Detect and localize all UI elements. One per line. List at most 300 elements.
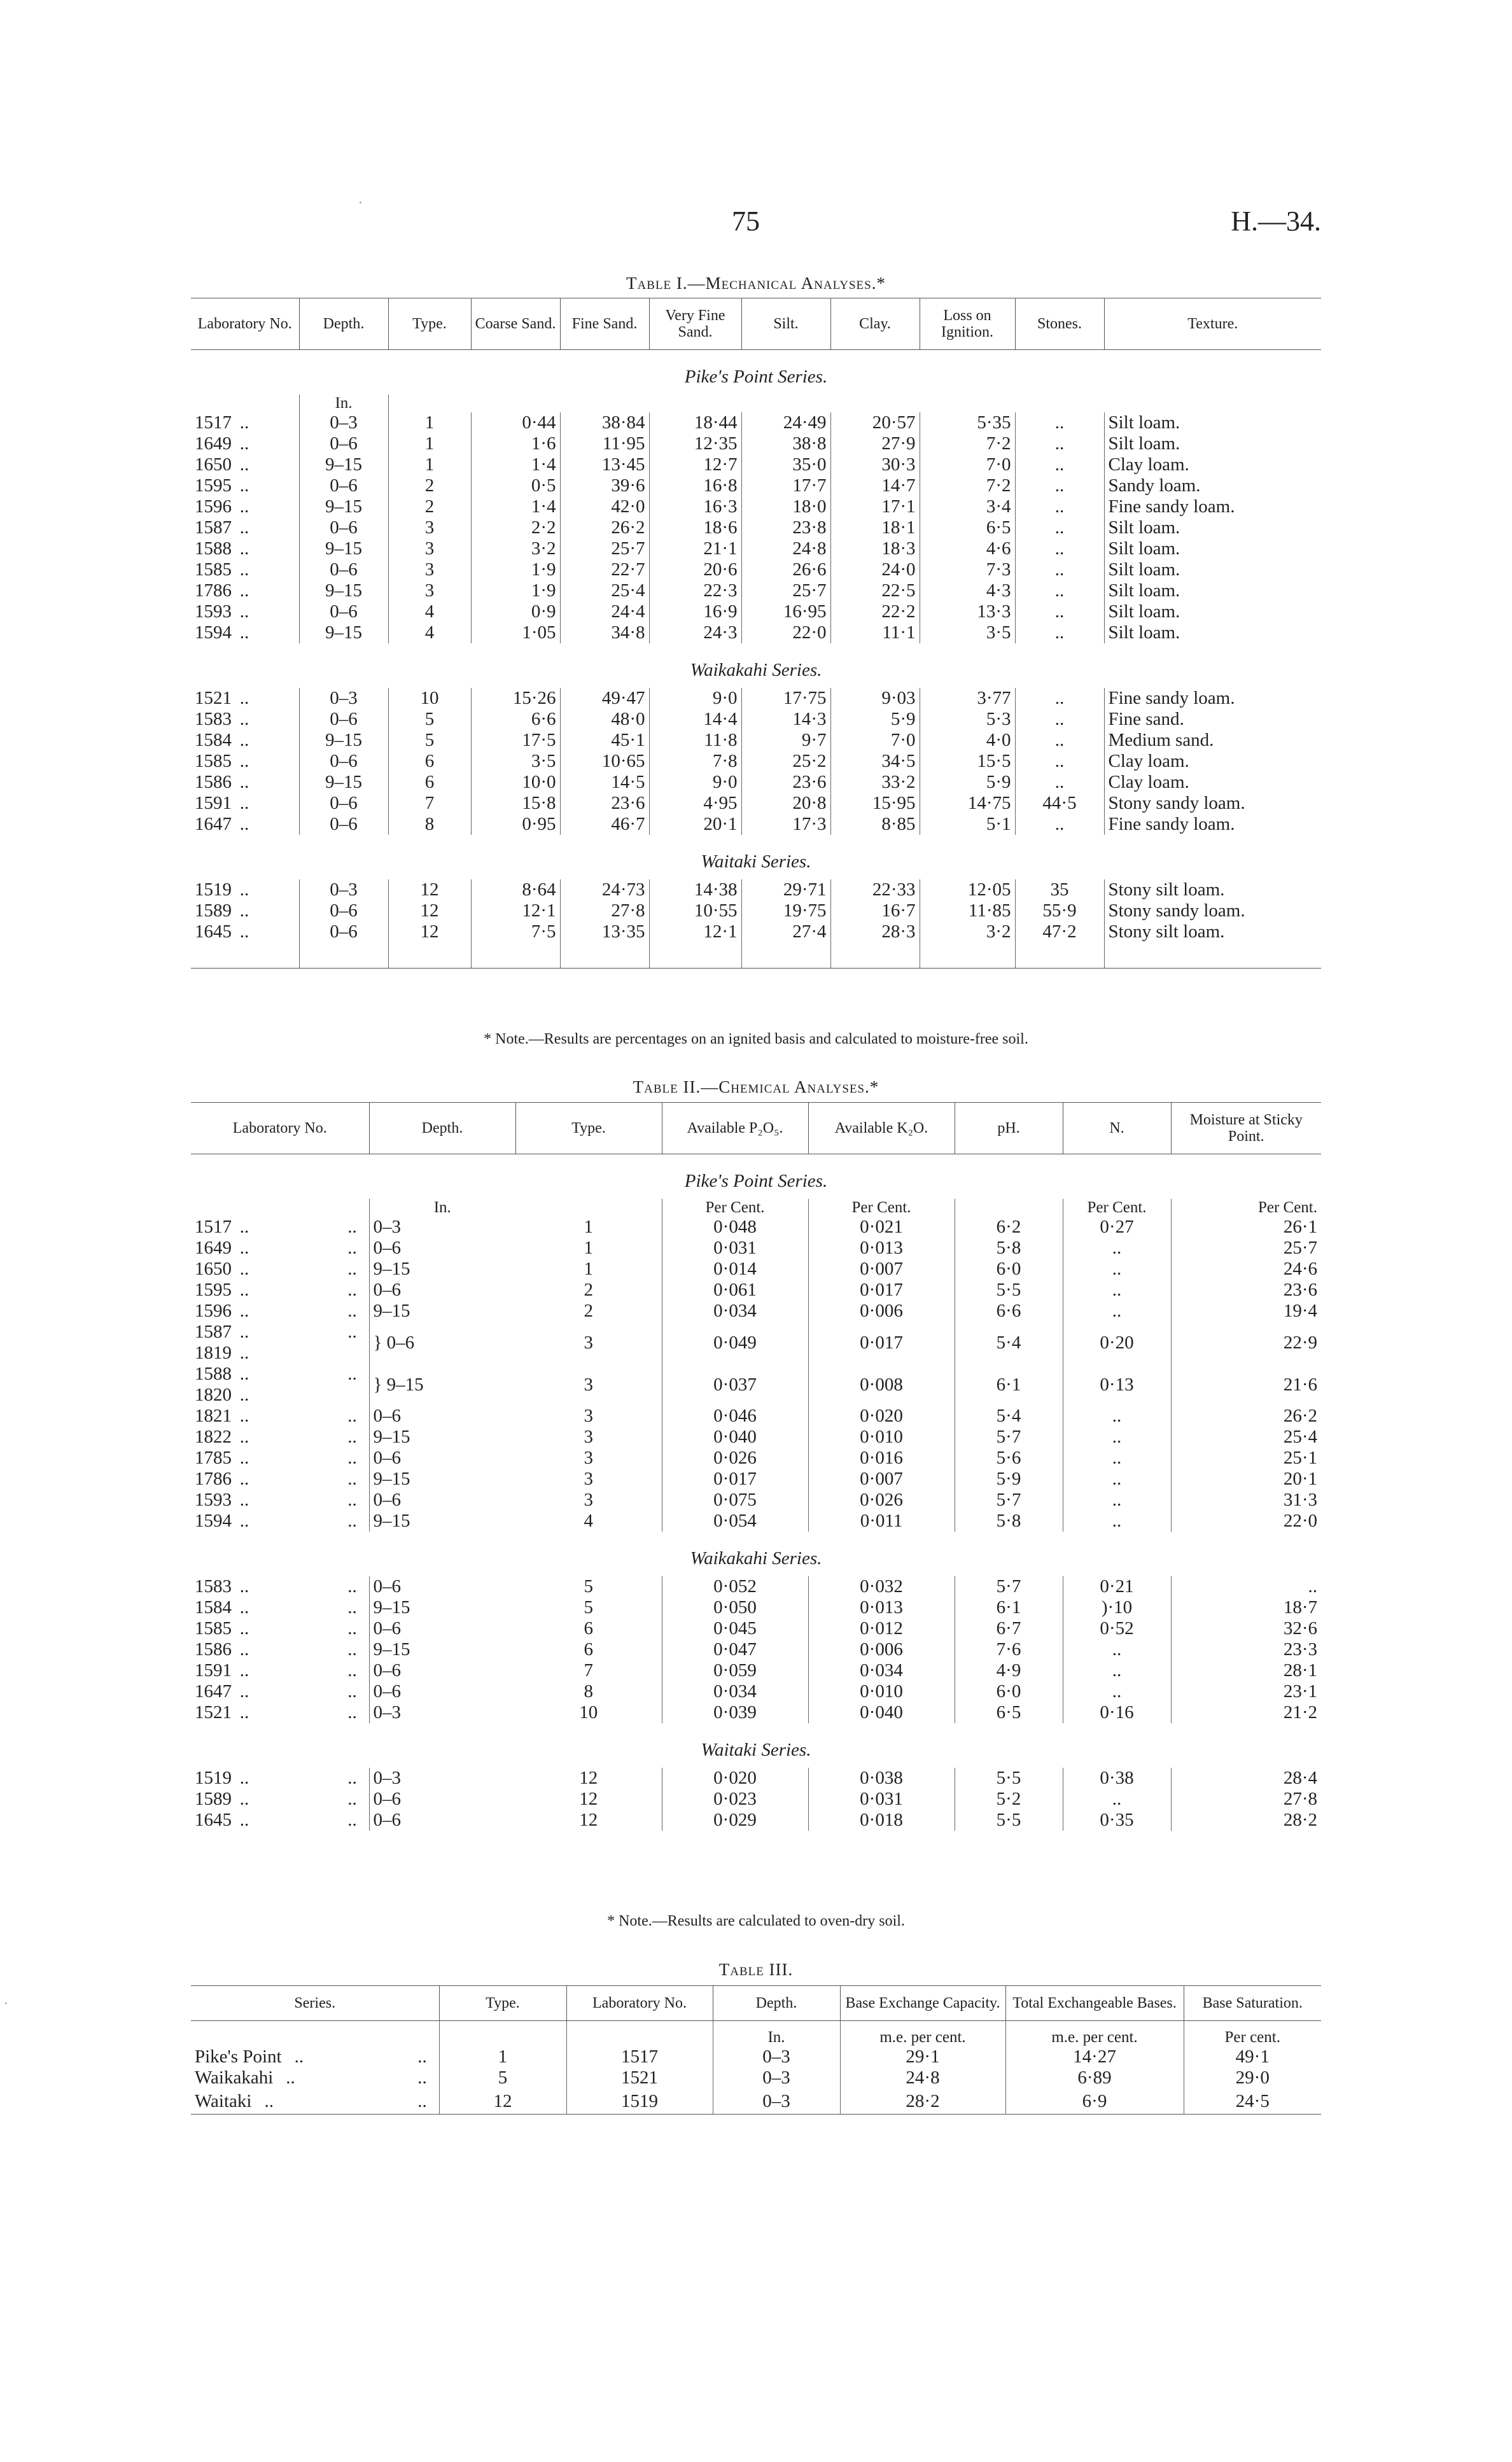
depth-cell: 0–6 [299, 751, 388, 772]
loss-on-ignition-cell: 15·5 [920, 751, 1015, 772]
moisture-sticky-point-cell: 24·6 [1171, 1259, 1321, 1280]
table-row [191, 1810, 1321, 1831]
type-cell: 6 [388, 772, 471, 793]
table-row [191, 1322, 1321, 1364]
table1-title: Table I.—Mechanical Analyses.* [626, 274, 886, 293]
lab-number: 1521 [195, 688, 232, 708]
depth-cell: } 9–15 [369, 1364, 515, 1406]
nitrogen-cell: .. [1063, 1238, 1171, 1259]
clay-cell: 22·33 [830, 879, 920, 900]
type-cell: 3 [584, 1490, 593, 1510]
lab-number-cell [191, 1364, 369, 1406]
moisture-sticky-point-cell: 28·1 [1171, 1660, 1321, 1681]
fine-sand-cell: 26·2 [560, 517, 649, 538]
total-exchangeable-bases-cell: 6·89 [1005, 2067, 1184, 2088]
lab-number-cell [191, 1217, 369, 1238]
series-heading-row [191, 1532, 1321, 1576]
leader-dots: .. [239, 879, 249, 900]
stones-cell: .. [1015, 475, 1104, 496]
lab-number: 1650 [195, 1259, 232, 1279]
fine-sand-cell: 46·7 [560, 814, 649, 835]
depth-cell: 9–15 [369, 1301, 515, 1322]
available-k2o-cell: 0·021 [808, 1217, 955, 1238]
series-name: Pike's Point [195, 2046, 282, 2067]
leader-dots: .. [239, 772, 249, 792]
unit-row [191, 395, 1321, 412]
table-row [191, 1768, 1321, 1789]
column-header: Texture. [1104, 298, 1321, 350]
coarse-sand-cell: 10·0 [471, 772, 560, 793]
silt-cell: 38·8 [741, 433, 830, 454]
nitrogen-cell: 0·16 [1063, 1702, 1171, 1723]
depth-cell: 0–3 [369, 1768, 515, 1789]
table-row [191, 2067, 1321, 2088]
table-row [191, 1702, 1321, 1723]
moisture-sticky-point-cell: 31·3 [1171, 1490, 1321, 1511]
clay-cell: 8·85 [830, 814, 920, 835]
lab-number-cell [191, 580, 299, 601]
available-p2o5-cell: 0·050 [662, 1597, 808, 1618]
texture-cell: Fine sandy loam. [1104, 496, 1321, 517]
lab-number-cell [191, 1597, 369, 1618]
spacer-cell [369, 1831, 515, 1838]
lab-number: 1822 [195, 1427, 232, 1447]
available-k2o-cell: 0·006 [808, 1301, 955, 1322]
texture-cell: Silt loam. [1104, 580, 1321, 601]
spacer-cell [830, 942, 920, 969]
table-row [191, 517, 1321, 538]
type-cell: 8 [584, 1681, 593, 1702]
nitrogen-cell: .. [1063, 1427, 1171, 1448]
spacer-cell [439, 2021, 566, 2029]
table-row [191, 601, 1321, 622]
lab-number: 1588 [195, 538, 232, 559]
very-fine-sand-cell: 9·0 [649, 688, 741, 709]
leader-dots: .. [347, 1448, 357, 1468]
available-p2o5-cell: 0·031 [662, 1238, 808, 1259]
silt-cell: 35·0 [741, 454, 830, 475]
series-heading-row [191, 643, 1321, 688]
type-cell: 6 [584, 1639, 593, 1660]
table1-header-row [191, 298, 1321, 350]
table-row [191, 688, 1321, 709]
stones-cell: .. [1015, 559, 1104, 580]
clay-cell: 5·9 [830, 709, 920, 730]
leader-dots: .. [347, 1639, 357, 1660]
lab-number-cell [191, 496, 299, 517]
stones-cell: .. [1015, 772, 1104, 793]
texture-cell: Clay loam. [1104, 751, 1321, 772]
total-exchangeable-bases-cell: 6·9 [1005, 2088, 1184, 2115]
p2o5-unit: Per Cent. [662, 1199, 808, 1217]
type-cell: 3 [584, 1332, 593, 1353]
table-row [191, 1681, 1321, 1702]
table-end-row [191, 942, 1321, 969]
clay-cell: 27·9 [830, 433, 920, 454]
moisture-sticky-point-cell: 25·7 [1171, 1238, 1321, 1259]
table1-note: * Note.—Results are percentages on an ignited basis and calculated to moisture-free soil. [484, 1031, 1028, 1047]
series-name: Waikakahi Series. [690, 659, 822, 680]
moisture-sticky-point-cell: 25·1 [1171, 1448, 1321, 1469]
silt-cell: 25·2 [741, 751, 830, 772]
table-row [191, 1639, 1321, 1660]
table-row [191, 496, 1321, 517]
leader-dots: .. [347, 1618, 357, 1639]
type-cell: 1 [439, 2046, 566, 2067]
spacer-cell [1005, 2021, 1184, 2029]
series-name: Pike's Point Series. [684, 1170, 828, 1191]
lab-number-line [195, 1343, 365, 1364]
spacer-cell [1104, 942, 1321, 969]
texture-cell: Fine sand. [1104, 709, 1321, 730]
nitrogen-cell: .. [1063, 1469, 1171, 1490]
type-cell: 12 [388, 921, 471, 942]
moisture-sticky-point-cell: 25·4 [1171, 1427, 1321, 1448]
nitrogen-cell: .. [1063, 1301, 1171, 1322]
table-row [191, 1280, 1321, 1301]
available-k2o-cell: 0·017 [808, 1280, 955, 1301]
clay-cell: 22·2 [830, 601, 920, 622]
fine-sand-cell: 10·65 [560, 751, 649, 772]
lab-number-cell: 1517 [566, 2046, 713, 2067]
lab-number-cell [191, 1427, 369, 1448]
leader-dots: .. [239, 538, 249, 559]
depth-unit: In. [713, 2029, 840, 2046]
silt-cell: 14·3 [741, 709, 830, 730]
unit-cell [191, 2029, 439, 2046]
nitrogen-cell: 0·20 [1063, 1322, 1171, 1364]
table2-title: Table II.—Chemical Analyses.* [633, 1077, 879, 1096]
depth-cell: 9–15 [299, 622, 388, 643]
very-fine-sand-cell: 12·35 [649, 433, 741, 454]
series-heading-row [191, 1723, 1321, 1768]
texture-cell: Silt loam. [1104, 433, 1321, 454]
lab-number: 1786 [195, 1469, 232, 1489]
depth-cell: 9–15 [299, 772, 388, 793]
type-cell: 3 [584, 1448, 593, 1468]
column-header: Base Exchange Capacity. [840, 1986, 1005, 2021]
lab-number: 1819 [195, 1343, 232, 1363]
available-k2o-cell: 0·007 [808, 1259, 955, 1280]
column-header: Clay. [830, 298, 920, 350]
leader-dots: .. [239, 454, 249, 475]
fine-sand-cell: 48·0 [560, 709, 649, 730]
texture-cell: Sandy loam. [1104, 475, 1321, 496]
stones-cell: .. [1015, 454, 1104, 475]
table-row [191, 1789, 1321, 1810]
depth-cell: 0–3 [369, 1217, 515, 1238]
available-p2o5-cell: 0·034 [662, 1681, 808, 1702]
leader-dots: .. [239, 1343, 249, 1363]
depth-cell: 0–6 [299, 793, 388, 814]
series-name: Waitaki Series. [701, 851, 811, 872]
lab-number: 1821 [195, 1406, 232, 1426]
moisture-sticky-point-cell: 28·2 [1171, 1810, 1321, 1831]
type-cell: 10 [579, 1702, 598, 1723]
ph-cell: 5·8 [955, 1238, 1063, 1259]
scan-speck: · [358, 196, 363, 210]
lab-number-cell [191, 1322, 369, 1364]
very-fine-sand-cell: 11·8 [649, 730, 741, 751]
lab-number: 1594 [195, 622, 232, 643]
leader-dots: .. [239, 921, 249, 942]
available-k2o-cell: 0·038 [808, 1768, 955, 1789]
nitrogen-cell: .. [1063, 1789, 1171, 1810]
spacer-cell [920, 942, 1015, 969]
table-row [191, 879, 1321, 900]
leader-dots: .. [239, 688, 249, 708]
texture-cell: Silt loam. [1104, 538, 1321, 559]
loss-on-ignition-cell: 7·0 [920, 454, 1015, 475]
table-row [191, 559, 1321, 580]
ph-cell: 6·5 [955, 1702, 1063, 1723]
depth-cell: 0–6 [299, 433, 388, 454]
nitrogen-cell: 0·52 [1063, 1618, 1171, 1639]
leader-dots: .. [239, 1768, 249, 1788]
leader-dots: .. [239, 1639, 249, 1660]
type-cell: 5 [584, 1597, 593, 1618]
leader-dots: .. [239, 1238, 249, 1258]
clay-cell: 16·7 [830, 900, 920, 921]
coarse-sand-cell: 6·6 [471, 709, 560, 730]
column-header: Silt. [741, 298, 830, 350]
depth-cell: 0–6 [299, 517, 388, 538]
table-row [191, 772, 1321, 793]
loss-on-ignition-cell: 7·2 [920, 475, 1015, 496]
available-k2o-cell: 0·007 [808, 1469, 955, 1490]
lab-number-cell [191, 751, 299, 772]
very-fine-sand-cell: 16·8 [649, 475, 741, 496]
coarse-sand-cell: 1·4 [471, 496, 560, 517]
spacer-cell [191, 942, 299, 969]
moisture-sticky-point-cell: 23·3 [1171, 1639, 1321, 1660]
leader-dots: .. [239, 475, 249, 496]
ph-cell: 5·5 [955, 1810, 1063, 1831]
loss-on-ignition-cell: 5·1 [920, 814, 1015, 835]
coarse-sand-cell: 3·5 [471, 751, 560, 772]
table-row [191, 921, 1321, 942]
lab-number-cell [191, 1469, 369, 1490]
depth-cell: 0–6 [369, 1618, 515, 1639]
stones-cell: .. [1015, 433, 1104, 454]
column-header: Depth. [713, 1986, 840, 2021]
lab-number: 1519 [195, 879, 232, 900]
unit-cell [830, 395, 920, 412]
coarse-sand-cell: 1·9 [471, 559, 560, 580]
ph-cell: 6·0 [955, 1259, 1063, 1280]
fine-sand-cell: 24·4 [560, 601, 649, 622]
spacer-cell [299, 942, 388, 969]
nitrogen-cell: 0·38 [1063, 1768, 1171, 1789]
ph-cell: 6·7 [955, 1618, 1063, 1639]
very-fine-sand-cell: 22·3 [649, 580, 741, 601]
table-row [191, 1490, 1321, 1511]
lab-number: 1785 [195, 1448, 232, 1468]
fine-sand-cell: 13·35 [560, 921, 649, 942]
lab-number-cell [191, 517, 299, 538]
coarse-sand-cell: 1·9 [471, 580, 560, 601]
texture-cell: Fine sandy loam. [1104, 814, 1321, 835]
stones-cell: .. [1015, 622, 1104, 643]
depth-cell: 0–3 [713, 2088, 840, 2115]
type-cell: 2 [388, 475, 471, 496]
unit-cell [471, 395, 560, 412]
loss-on-ignition-cell: 6·5 [920, 517, 1015, 538]
spacer-cell [840, 2021, 1005, 2029]
loss-on-ignition-cell: 5·9 [920, 772, 1015, 793]
texture-cell: Clay loam. [1104, 772, 1321, 793]
leader-dots: .. [239, 900, 249, 921]
fine-sand-cell: 49·47 [560, 688, 649, 709]
moisture-sticky-point-cell: 26·2 [1171, 1406, 1321, 1427]
coarse-sand-cell: 8·64 [471, 879, 560, 900]
lab-number-cell [191, 538, 299, 559]
lab-number: 1583 [195, 1576, 232, 1597]
fine-sand-cell: 25·7 [560, 538, 649, 559]
lab-number-cell [191, 1660, 369, 1681]
spacer-cell [808, 1831, 955, 1838]
loss-on-ignition-cell: 3·77 [920, 688, 1015, 709]
very-fine-sand-cell: 24·3 [649, 622, 741, 643]
leader-dots: .. [417, 2090, 427, 2111]
leader-dots: .. [239, 559, 249, 580]
lab-number: 1586 [195, 1639, 232, 1660]
type-cell: 3 [584, 1469, 593, 1489]
teb-unit: m.e. per cent. [1005, 2029, 1184, 2046]
unit-cell [955, 1199, 1063, 1217]
nitrogen-cell: .. [1063, 1490, 1171, 1511]
ph-cell: 5·7 [955, 1576, 1063, 1597]
clay-cell: 24·0 [830, 559, 920, 580]
unit-cell [191, 1199, 369, 1217]
leader-dots: .. [239, 1259, 249, 1279]
lab-number: 1583 [195, 709, 232, 729]
loss-on-ignition-cell: 5·3 [920, 709, 1015, 730]
nitrogen-cell: .. [1063, 1681, 1171, 1702]
ph-cell: 5·7 [955, 1427, 1063, 1448]
coarse-sand-cell: 15·26 [471, 688, 560, 709]
total-exchangeable-bases-cell: 14·27 [1005, 2046, 1184, 2067]
spacer-cell [649, 942, 741, 969]
type-cell: 12 [579, 1768, 598, 1788]
texture-cell: Silt loam. [1104, 622, 1321, 643]
moisture-sticky-point-cell: 23·6 [1171, 1280, 1321, 1301]
lab-number-cell [191, 475, 299, 496]
texture-cell: Medium sand. [1104, 730, 1321, 751]
spacer-cell [1184, 2021, 1321, 2029]
coarse-sand-cell: 12·1 [471, 900, 560, 921]
lab-number: 1595 [195, 475, 232, 496]
base-exchange-table [191, 1985, 1321, 2115]
moisture-sticky-point-cell: 18·7 [1171, 1597, 1321, 1618]
leader-dots: .. [347, 1511, 357, 1531]
type-cell: 6 [388, 751, 471, 772]
leader-dots: .. [347, 1364, 357, 1384]
available-k2o-cell: 0·016 [808, 1448, 955, 1469]
clay-cell: 18·1 [830, 517, 920, 538]
type-cell: 1 [388, 412, 471, 433]
leader-dots: .. [239, 1660, 249, 1681]
silt-cell: 26·6 [741, 559, 830, 580]
type-cell: 3 [388, 559, 471, 580]
type-cell: 3 [388, 538, 471, 559]
series-name: Waikakahi Series. [690, 1548, 822, 1569]
leader-dots: .. [239, 1280, 249, 1300]
very-fine-sand-cell: 9·0 [649, 772, 741, 793]
lab-number: 1650 [195, 454, 232, 475]
depth-cell: 9–15 [369, 1597, 515, 1618]
depth-cell: 0–3 [713, 2046, 840, 2067]
fine-sand-cell: 11·95 [560, 433, 649, 454]
lab-number: 1645 [195, 921, 232, 942]
coarse-sand-cell: 2·2 [471, 517, 560, 538]
leader-dots: .. [347, 1427, 357, 1447]
depth-cell: 9–15 [299, 538, 388, 559]
type-cell: 2 [584, 1280, 593, 1300]
available-k2o-cell: 0·010 [808, 1427, 955, 1448]
available-k2o-cell: 0·011 [808, 1511, 955, 1532]
leader-dots: .. [239, 1789, 249, 1809]
stones-cell: .. [1015, 688, 1104, 709]
table-row [191, 793, 1321, 814]
leader-dots: .. [239, 1448, 249, 1468]
depth-cell: 0–6 [369, 1490, 515, 1511]
clay-cell: 15·95 [830, 793, 920, 814]
very-fine-sand-cell: 18·44 [649, 412, 741, 433]
unit-cell [515, 1199, 662, 1217]
fine-sand-cell: 34·8 [560, 622, 649, 643]
series-cell [191, 2046, 439, 2067]
table-row [191, 475, 1321, 496]
silt-cell: 17·3 [741, 814, 830, 835]
moisture-sticky-point-cell: 32·6 [1171, 1618, 1321, 1639]
lab-number-cell: 1519 [566, 2088, 713, 2115]
nitrogen-cell: .. [1063, 1448, 1171, 1469]
lab-number-cell [191, 1576, 369, 1597]
available-p2o5-cell: 0·048 [662, 1217, 808, 1238]
stones-cell: .. [1015, 517, 1104, 538]
leader-dots: .. [239, 1618, 249, 1639]
fine-sand-cell: 22·7 [560, 559, 649, 580]
depth-cell: 9–15 [369, 1511, 515, 1532]
table-row [191, 2046, 1321, 2067]
leader-dots: .. [294, 2046, 304, 2067]
leader-dots: .. [347, 1238, 357, 1258]
coarse-sand-cell: 15·8 [471, 793, 560, 814]
ph-cell: 5·4 [955, 1406, 1063, 1427]
type-cell: 7 [388, 793, 471, 814]
very-fine-sand-cell: 16·9 [649, 601, 741, 622]
fine-sand-cell: 24·73 [560, 879, 649, 900]
chemical-analyses-table [191, 1102, 1321, 1838]
lab-number-cell [191, 1789, 369, 1810]
silt-cell: 24·8 [741, 538, 830, 559]
very-fine-sand-cell: 4·95 [649, 793, 741, 814]
lab-number: 1587 [195, 517, 232, 538]
spacer-row [191, 2021, 1321, 2029]
available-k2o-cell: 0·032 [808, 1576, 955, 1597]
very-fine-sand-cell: 12·1 [649, 921, 741, 942]
fine-sand-cell: 45·1 [560, 730, 649, 751]
leader-dots: .. [347, 1702, 357, 1723]
ph-cell: 6·1 [955, 1597, 1063, 1618]
type-cell: 12 [388, 879, 471, 900]
nitrogen-cell: .. [1063, 1639, 1171, 1660]
moisture-sticky-point-cell: 27·8 [1171, 1789, 1321, 1810]
column-header: Available K₂O. [808, 1103, 955, 1154]
available-k2o-cell: 0·008 [808, 1364, 955, 1406]
nitrogen-cell: .. [1063, 1406, 1171, 1427]
